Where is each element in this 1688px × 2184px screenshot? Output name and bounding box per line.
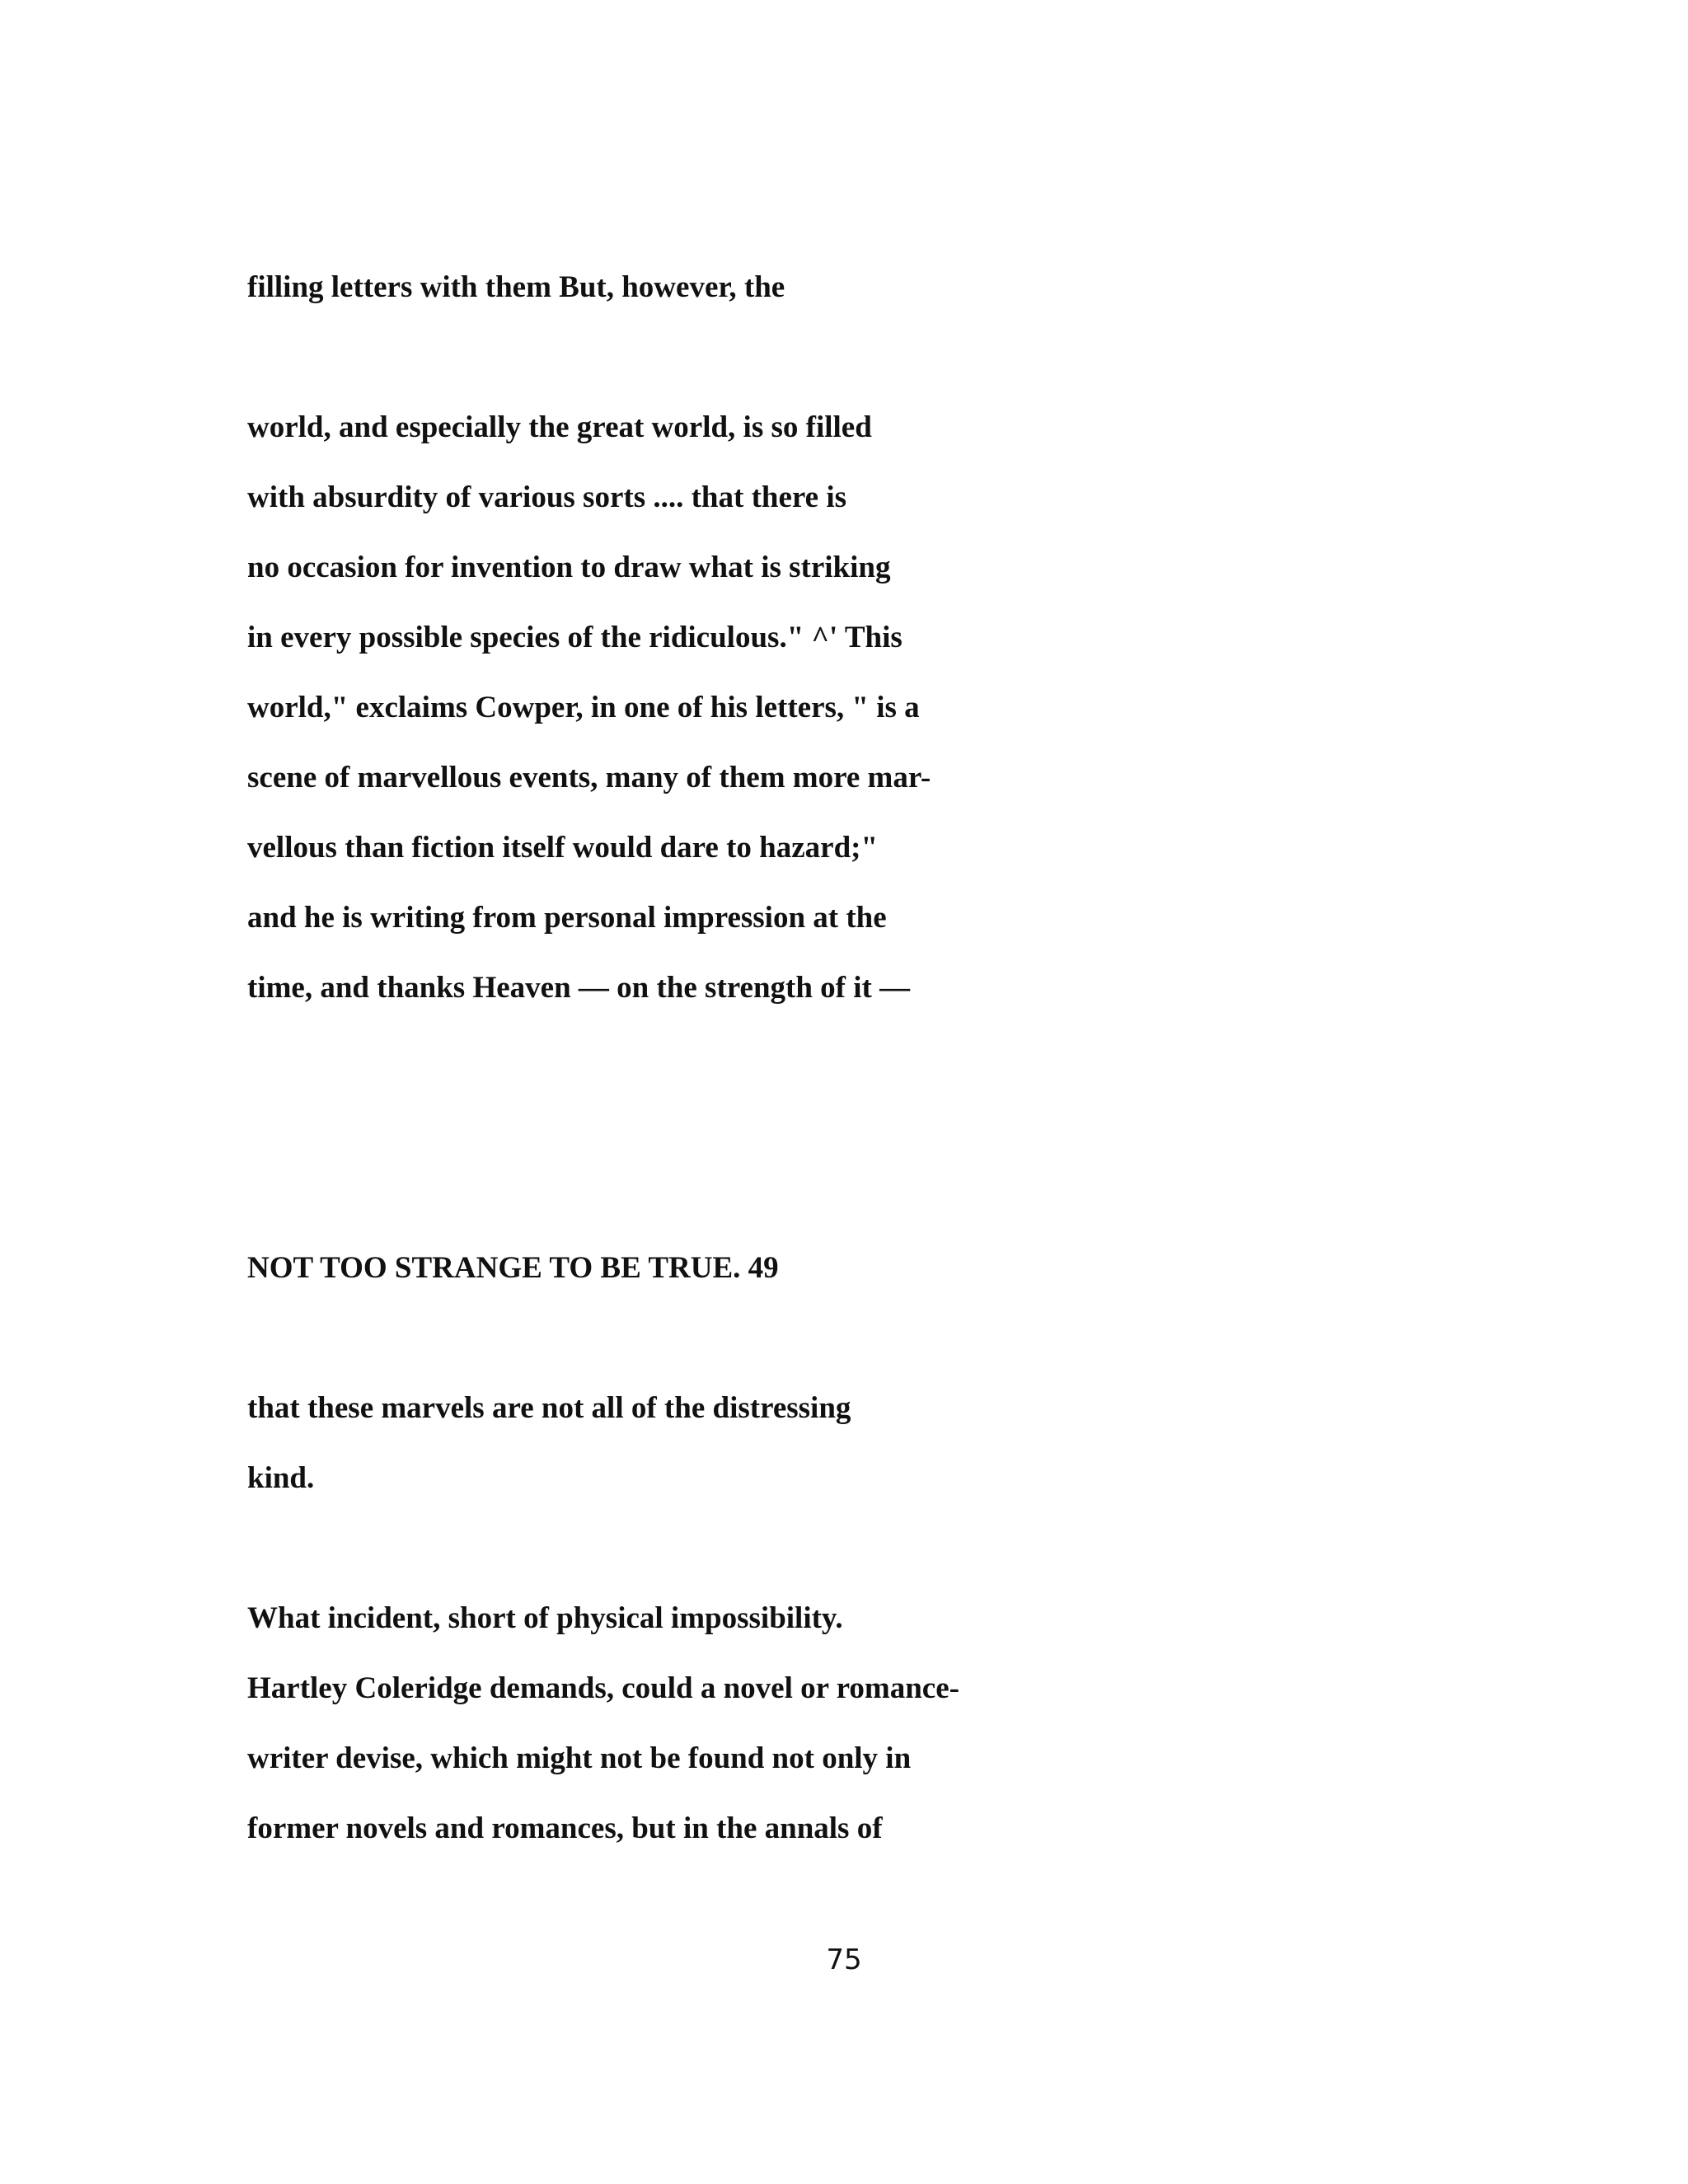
text-line: world, and especially the great world, is so filled xyxy=(247,410,872,444)
text-line: kind. xyxy=(247,1461,315,1495)
text-line: in every possible species of the ridiculous." ^' This xyxy=(247,621,903,654)
text-line: vellous than fiction itself would dare to hazard;" xyxy=(247,831,879,865)
text-line: no occasion for invention to draw what is striking xyxy=(247,551,891,584)
text-line: that these marvels are not all of the distressing xyxy=(247,1391,851,1425)
text-line: with absurdity of various sorts .... that there is xyxy=(247,480,846,514)
text-line: Hartley Coleridge demands, could a novel or romance- xyxy=(247,1671,959,1705)
text-line: What incident, short of physical impossibility. xyxy=(247,1601,843,1635)
text-line: and he is writing from personal impression at the xyxy=(247,901,887,935)
text-line: scene of marvellous events, many of them more mar- xyxy=(247,761,931,794)
text-line: former novels and romances, but in the annals of xyxy=(247,1811,883,1845)
running-header: NOT TOO STRANGE TO BE TRUE. 49 xyxy=(247,1251,779,1285)
text-line: writer devise, which might not be found not only in xyxy=(247,1741,912,1775)
text-line: time, and thanks Heaven — on the strength of it — xyxy=(247,971,911,1005)
page-number: 75 xyxy=(826,1943,862,1976)
text-line: filling letters with them But, however, the xyxy=(247,270,785,304)
text-line: world," exclaims Cowper, in one of his letters, " is a xyxy=(247,691,920,724)
